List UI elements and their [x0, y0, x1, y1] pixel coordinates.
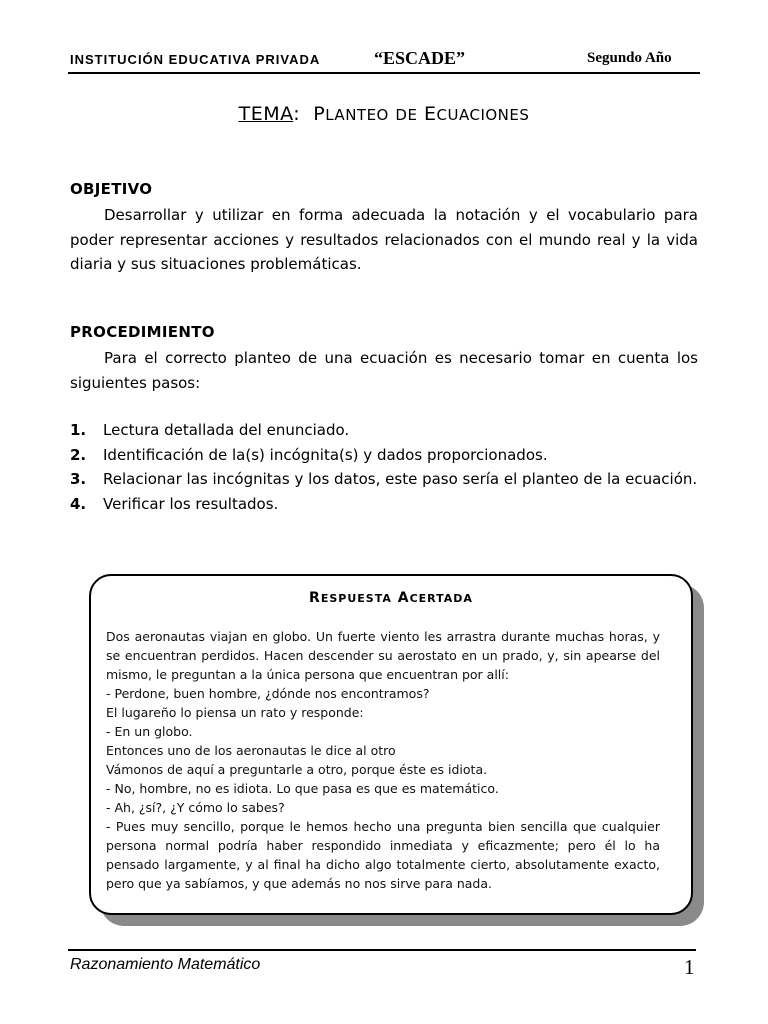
title-rest-1: LANTEO	[325, 106, 389, 124]
procedure-heading: PROCEDIMIENTO	[70, 323, 215, 341]
step-item	[70, 467, 698, 492]
step-text: Relacionar las incógnitas y los datos, este paso sería el planteo de la ecuación.	[103, 470, 698, 488]
box-title	[89, 590, 693, 606]
step-number: 1.	[70, 421, 87, 439]
steps-list	[70, 418, 698, 516]
box-title-rest-1: ESPUESTA	[320, 592, 392, 605]
story-line: Vámonos de aquí a preguntarle a otro, porque éste es idiota.	[106, 762, 488, 777]
header-institution: INSTITUCIÓN EDUCATIVA PRIVADA	[70, 52, 321, 67]
step-number: 3.	[70, 470, 87, 488]
box-title-rest-2: CERTADA	[409, 592, 473, 605]
header-school-name: “ESCADE”	[374, 48, 466, 68]
story-line: - En un globo.	[106, 724, 193, 739]
story-line: - Pues muy sencillo, porque le hemos hecho una pregunta bien sencilla que cualquier persona normal podría haber respondido inmediata y eficazmente; pero él lo ha pensado largamente, y al final ha dicho algo totalmente cierto, absolutamente exacto, pero que ya sabíamos, y que además no nos sirve para nada.	[106, 819, 660, 891]
story-line: El lugareño lo piensa un rato y responde:	[106, 705, 364, 720]
step-number: 4.	[70, 494, 87, 513]
step-item	[70, 443, 698, 468]
box-title-initial-1: R	[309, 590, 321, 606]
objective-text: Desarrollar y utilizar en forma adecuada la notación y el vocabulario para poder representar acciones y resultados relacionados con el mundo real y la vida diaria y sus situaciones problemáticas.	[70, 206, 698, 273]
title-initial-3: E	[424, 103, 437, 125]
title-word-2: DE	[395, 106, 418, 124]
story-line: Entonces uno de los aeronautas le dice al otro	[106, 743, 396, 758]
footer-divider	[68, 949, 696, 951]
footer-course: Razonamiento Matemático	[70, 956, 261, 973]
story-text	[106, 627, 660, 893]
step-item	[70, 492, 698, 517]
step-text: Verificar los resultados.	[103, 494, 279, 513]
story-line: Dos aeronautas viajan en globo. Un fuerte viento les arrastra durante muchas horas, y se encuentran perdidos. Hacen descender su aerostato en un prado, y, sin apearse del mismo, le preguntan a la única persona que encuentran por allí:	[106, 629, 660, 682]
page-title	[0, 103, 768, 125]
box-title-initial-2: A	[397, 590, 410, 606]
step-number: 2.	[70, 445, 87, 464]
step-text: Identificación de la(s) incógnita(s) y dados proporcionados.	[103, 445, 548, 464]
header-grade: Segundo Año	[587, 50, 672, 66]
title-rest-3: CUACIONES	[436, 106, 530, 124]
objective-heading: OBJETIVO	[70, 180, 153, 198]
procedure-intro: Para el correcto planteo de una ecuación es necesario tomar en cuenta los siguientes pasos:	[70, 349, 698, 392]
step-text: Lectura detallada del enunciado.	[103, 421, 350, 439]
header-divider	[68, 72, 700, 74]
story-line: - Ah, ¿sí?, ¿Y cómo lo sabes?	[106, 800, 285, 815]
step-item	[70, 418, 698, 443]
story-line: - No, hombre, no es idiota. Lo que pasa es que es matemático.	[106, 781, 499, 796]
title-label: TEMA	[238, 103, 294, 125]
page-number: 1	[684, 955, 695, 979]
title-separator: :	[293, 103, 301, 125]
title-initial-1: P	[313, 103, 326, 125]
story-line: - Perdone, buen hombre, ¿dónde nos encontramos?	[106, 686, 430, 701]
